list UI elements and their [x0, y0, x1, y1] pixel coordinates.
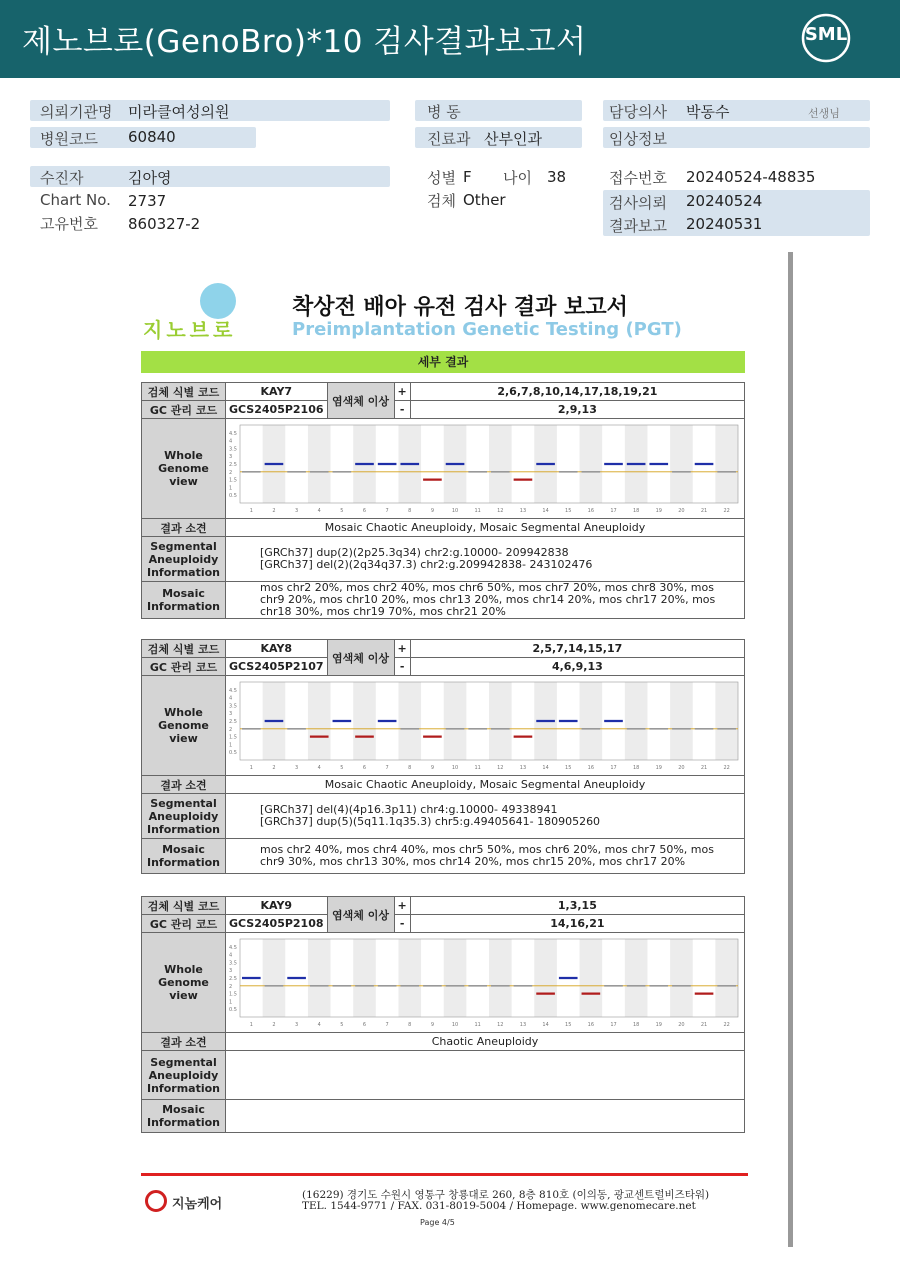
y-tick-label: 4 — [229, 952, 233, 959]
gc-code: GCS2405P2108 — [226, 915, 328, 933]
doctor-value: 박동수 — [686, 103, 730, 121]
chromosome-label: 4 — [317, 1022, 321, 1028]
y-tick-label: 1.5 — [229, 477, 237, 484]
y-tick-label: 4.5 — [229, 430, 237, 437]
footer-address: (16229) 경기도 수원시 영통구 창룡대로 260, 8층 810호 (이의동, 광교센트럴비즈타워) — [302, 1189, 710, 1201]
chromosome-band — [444, 682, 467, 760]
chromosome-label: 8 — [408, 508, 412, 514]
report-title: 제노브로(GenoBro)*10 검사결과보고서 — [22, 24, 587, 60]
dept-label: 진료과 — [427, 130, 471, 148]
chromosome-band — [625, 939, 648, 1017]
chromosome-label: 2 — [272, 508, 276, 514]
finding-label: 결과 소견 — [142, 519, 226, 537]
y-tick-label: 4.5 — [229, 687, 237, 694]
chromosome-band — [715, 425, 738, 503]
chromosome-label: 3 — [294, 1022, 299, 1028]
whole-genome-plot — [226, 419, 745, 519]
plus-chromosomes: 2,5,7,14,15,17 — [410, 640, 744, 658]
y-tick-label: 3.5 — [229, 446, 237, 453]
seg-info — [226, 1051, 745, 1100]
request-label: 검사의뢰 — [609, 194, 667, 212]
y-tick-label: 1 — [229, 999, 233, 1006]
sample-table-1 — [141, 382, 745, 619]
genomecare-logo-icon — [145, 1190, 167, 1212]
chart-label: Chart No. — [40, 191, 111, 209]
doctor-label: 담당의사 — [609, 103, 667, 121]
finding-text: Mosaic Chaotic Aneuploidy, Mosaic Segmental Aneuploidy — [226, 519, 745, 537]
y-tick-label: 1 — [229, 485, 233, 492]
mosaic-info: mos chr2 40%, mos chr4 40%, mos chr5 50%, mos chr6 20%, mos chr7 50%, mos chr9 30%, mos chr13 30%, mos chr14 20%, mos chr15 20%, mos chr17 20% — [226, 839, 745, 874]
chromosome-label: 19 — [655, 1022, 662, 1028]
chromosome-label: 5 — [340, 1022, 344, 1028]
wgv-label: Whole Genome view — [142, 933, 226, 1033]
sample-table-3 — [141, 896, 745, 1133]
chrom-abn-label: 염색체 이상 — [327, 640, 394, 676]
id-value: 860327-2 — [128, 215, 201, 233]
chromosome-band — [398, 682, 421, 760]
minus-sign: - — [394, 658, 410, 676]
sample-code: KAY7 — [226, 383, 328, 401]
chromosome-band — [670, 425, 693, 503]
plus-sign: + — [394, 640, 410, 658]
chromosome-label: 5 — [340, 765, 344, 771]
chromosome-label: 20 — [678, 765, 685, 771]
specimen-value: Other — [463, 191, 506, 209]
footer-rule — [141, 1173, 748, 1176]
y-tick-label: 4.5 — [229, 944, 237, 951]
request-value: 20240524 — [686, 192, 763, 210]
minus-sign: - — [394, 401, 410, 419]
chromosome-label: 17 — [610, 508, 617, 514]
sml-logo-text: SML — [804, 24, 848, 45]
chromosome-label: 7 — [385, 765, 389, 771]
chromosome-band — [670, 939, 693, 1017]
chromosome-band — [715, 682, 738, 760]
whole-genome-plot — [226, 933, 745, 1033]
chromosome-band — [489, 682, 512, 760]
report-banner — [0, 0, 900, 78]
chromosome-label: 14 — [542, 1022, 549, 1028]
chromosome-label: 10 — [451, 1022, 459, 1028]
chromosome-band — [670, 682, 693, 760]
chromosome-label: 15 — [565, 1022, 572, 1028]
hospital-code-value: 60840 — [128, 128, 176, 146]
chromosome-label: 13 — [519, 1022, 527, 1028]
chromosome-label: 10 — [451, 765, 459, 771]
chromosome-label: 7 — [385, 508, 389, 514]
patient-value: 김아영 — [128, 169, 172, 187]
chromosome-label: 6 — [362, 765, 367, 771]
chromosome-label: 17 — [610, 1022, 617, 1028]
seg-info — [226, 794, 745, 839]
id-label: 고유번호 — [40, 215, 98, 233]
chromosome-band — [308, 682, 331, 760]
mosaic-info — [226, 1100, 745, 1133]
chromosome-label: 9 — [430, 765, 435, 771]
gc-code-label: GC 관리 코드 — [142, 658, 226, 676]
gc-code: GCS2405P2106 — [226, 401, 328, 419]
y-tick-label: 2.5 — [229, 976, 237, 982]
chromosome-label: 3 — [294, 765, 299, 771]
minus-chromosomes: 14,16,21 — [410, 915, 744, 933]
seg-label: Segmental Aneuploidy Information — [142, 794, 226, 839]
gc-code-label: GC 관리 코드 — [142, 401, 226, 419]
patient-label: 수진자 — [40, 169, 84, 187]
chromosome-band — [625, 682, 648, 760]
institution-value: 미라클여성의원 — [128, 103, 230, 121]
chromosome-label: 22 — [723, 1022, 730, 1028]
section-title: 세부 결과 — [141, 351, 745, 373]
chromosome-label: 17 — [610, 765, 617, 771]
chromosome-label: 20 — [678, 1022, 685, 1028]
chromosome-label: 8 — [408, 1022, 412, 1028]
chromosome-band — [489, 425, 512, 503]
chromosome-label: 19 — [655, 765, 662, 771]
wgv-label: Whole Genome view — [142, 676, 226, 776]
chromosome-label: 16 — [587, 1022, 595, 1028]
chromosome-label: 15 — [565, 508, 572, 514]
chromosome-label: 14 — [542, 508, 549, 514]
chromosome-band — [398, 939, 421, 1017]
chromosome-label: 6 — [362, 508, 367, 514]
mosaic-label: Mosaic Information — [142, 1100, 226, 1133]
chrom-abn-label: 염색체 이상 — [327, 383, 394, 419]
chromosome-label: 19 — [655, 508, 662, 514]
chromosome-label: 1 — [249, 508, 253, 514]
receipt-value: 20240524-48835 — [686, 168, 816, 186]
chromosome-band — [353, 682, 376, 760]
sex-value: F — [463, 168, 472, 186]
chromosome-band — [263, 939, 286, 1017]
minus-sign: - — [394, 915, 410, 933]
y-tick-label: 2 — [229, 726, 233, 733]
chromosome-label: 16 — [587, 765, 595, 771]
chromosome-label: 14 — [542, 765, 549, 771]
ward-label: 병 동 — [427, 103, 461, 121]
y-tick-label: 2.5 — [229, 719, 237, 725]
plus-chromosomes: 2,6,7,8,10,14,17,18,19,21 — [410, 383, 744, 401]
doctor-suffix: 선생님 — [808, 107, 840, 120]
hospital-code-label: 병원코드 — [40, 130, 98, 148]
y-tick-label: 3.5 — [229, 960, 237, 967]
seg-label: Segmental Aneuploidy Information — [142, 1051, 226, 1100]
chromosome-label: 18 — [632, 765, 640, 771]
chromosome-label: 9 — [430, 508, 435, 514]
chromosome-label: 11 — [474, 765, 481, 771]
mosaic-label: Mosaic Information — [142, 839, 226, 874]
chromosome-label: 2 — [272, 765, 276, 771]
chromosome-label: 10 — [451, 508, 459, 514]
sex-label: 성별 — [427, 169, 456, 187]
chromosome-label: 18 — [632, 508, 640, 514]
y-tick-label: 1.5 — [229, 734, 237, 741]
y-tick-label: 0.5 — [229, 493, 237, 500]
specimen-label: 검체 — [427, 192, 456, 210]
chromosome-label: 8 — [408, 765, 412, 771]
chromosome-label: 12 — [497, 765, 504, 771]
gc-code: GCS2405P2107 — [226, 658, 328, 676]
y-tick-label: 3.5 — [229, 703, 237, 710]
y-tick-label: 2 — [229, 983, 233, 990]
page-edge-rule — [788, 252, 793, 1247]
age-label: 나이 — [503, 169, 532, 187]
chromosome-label: 11 — [474, 508, 481, 514]
wgv-label: Whole Genome view — [142, 419, 226, 519]
report-value: 20240531 — [686, 215, 763, 233]
seg-info — [226, 537, 745, 582]
sample-code-label: 검체 식별 코드 — [142, 383, 226, 401]
whole-genome-plot — [226, 676, 745, 776]
chromosome-band — [580, 682, 603, 760]
dept-value: 산부인과 — [484, 130, 542, 148]
sample-code: KAY9 — [226, 897, 328, 915]
chromosome-band — [308, 425, 331, 503]
chromosome-label: 21 — [700, 1022, 708, 1028]
chromosome-label: 22 — [723, 508, 730, 514]
plus-chromosomes: 1,3,15 — [410, 897, 744, 915]
pgt-title-en: Preimplantation Genetic Testing (PGT) — [292, 319, 682, 340]
chromosome-band — [580, 425, 603, 503]
seg-line-1: [GRCh37] del(4)(4p16.3p11) chr4:g.10000- 49338941 — [260, 803, 558, 816]
chromosome-band — [353, 939, 376, 1017]
minus-chromosomes: 4,6,9,13 — [410, 658, 744, 676]
sample-code: KAY8 — [226, 640, 328, 658]
sample-code-label: 검체 식별 코드 — [142, 897, 226, 915]
chromosome-label: 1 — [249, 765, 253, 771]
chromosome-label: 2 — [272, 1022, 276, 1028]
y-tick-label: 2 — [229, 469, 233, 476]
chromosome-label: 4 — [317, 765, 321, 771]
seg-line-2: [GRCh37] dup(5)(5q11.1q35.3) chr5:g.49405641- 180905260 — [260, 815, 601, 828]
y-tick-label: 4 — [229, 438, 233, 445]
chromosome-label: 22 — [723, 765, 730, 771]
y-tick-label: 2.5 — [229, 462, 237, 468]
chromosome-label: 1 — [249, 1022, 253, 1028]
chromosome-label: 12 — [497, 1022, 504, 1028]
chromosome-label: 6 — [362, 1022, 367, 1028]
sample-table-2 — [141, 639, 745, 874]
chromosome-label: 4 — [317, 508, 321, 514]
chromosome-label: 12 — [497, 508, 504, 514]
chromosome-band — [534, 939, 557, 1017]
report-label: 결과보고 — [609, 217, 667, 235]
mosaic-label: Mosaic Information — [142, 582, 226, 619]
minus-chromosomes: 2,9,13 — [410, 401, 744, 419]
chrom-abn-label: 염색체 이상 — [327, 897, 394, 933]
page-number: Page 4/5 — [420, 1218, 455, 1227]
chromosome-label: 13 — [519, 508, 527, 514]
finding-text: Chaotic Aneuploidy — [226, 1033, 745, 1051]
patient-bar — [30, 166, 390, 187]
y-tick-label: 1.5 — [229, 991, 237, 998]
chromosome-label: 7 — [385, 1022, 389, 1028]
seg-line-1: [GRCh37] dup(2)(2p25.3q34) chr2:g.10000- 209942838 — [260, 546, 569, 559]
chromosome-band — [489, 939, 512, 1017]
y-tick-label: 0.5 — [229, 1007, 237, 1014]
finding-label: 결과 소견 — [142, 1033, 226, 1051]
chromosome-band — [444, 939, 467, 1017]
plus-sign: + — [394, 897, 410, 915]
y-tick-label: 3 — [229, 454, 233, 461]
finding-label: 결과 소견 — [142, 776, 226, 794]
seg-label: Segmental Aneuploidy Information — [142, 537, 226, 582]
clinical-label: 임상정보 — [609, 130, 667, 148]
chromosome-label: 18 — [632, 1022, 640, 1028]
chromosome-label: 5 — [340, 508, 344, 514]
sample-code-label: 검체 식별 코드 — [142, 640, 226, 658]
genobro-brand: 지노브로 — [143, 318, 237, 342]
y-tick-label: 3 — [229, 968, 233, 975]
chromosome-label: 21 — [700, 508, 708, 514]
y-tick-label: 1 — [229, 742, 233, 749]
age-value: 38 — [547, 168, 567, 186]
chromosome-label: 13 — [519, 765, 527, 771]
chromosome-label: 9 — [430, 1022, 435, 1028]
chart-value: 2737 — [128, 192, 167, 210]
y-tick-label: 0.5 — [229, 750, 237, 757]
chromosome-band — [715, 939, 738, 1017]
chromosome-label: 20 — [678, 508, 685, 514]
chromosome-band — [308, 939, 331, 1017]
receipt-label: 접수번호 — [609, 169, 667, 187]
chromosome-label: 11 — [474, 1022, 481, 1028]
y-tick-label: 3 — [229, 711, 233, 718]
footer-company: 지놈케어 — [172, 1197, 223, 1212]
pgt-title-ko: 착상전 배아 유전 검사 결과 보고서 — [292, 295, 628, 320]
footer-contact: TEL. 1544-9771 / FAX. 031-8019-5004 / Homepage. www.genomecare.net — [302, 1200, 696, 1212]
chromosome-label: 15 — [565, 765, 572, 771]
chromosome-label: 3 — [294, 508, 299, 514]
gc-code-label: GC 관리 코드 — [142, 915, 226, 933]
chromosome-label: 16 — [587, 508, 595, 514]
seg-line-2: [GRCh37] del(2)(2q34q37.3) chr2:g.209942838- 243102476 — [260, 558, 593, 571]
y-tick-label: 4 — [229, 695, 233, 702]
chromosome-band — [580, 939, 603, 1017]
institution-label: 의뢰기관명 — [40, 103, 113, 121]
plus-sign: + — [394, 383, 410, 401]
mosaic-info: mos chr2 20%, mos chr2 40%, mos chr6 50%, mos chr7 20%, mos chr8 30%, mos chr9 20%, mos chr10 20%, mos chr13 20%, mos chr14 20%, mos chr17 20%, mos chr18 30%, mos chr19 70%, mos chr21 20% — [226, 582, 745, 619]
chromosome-label: 21 — [700, 765, 708, 771]
finding-text: Mosaic Chaotic Aneuploidy, Mosaic Segmental Aneuploidy — [226, 776, 745, 794]
